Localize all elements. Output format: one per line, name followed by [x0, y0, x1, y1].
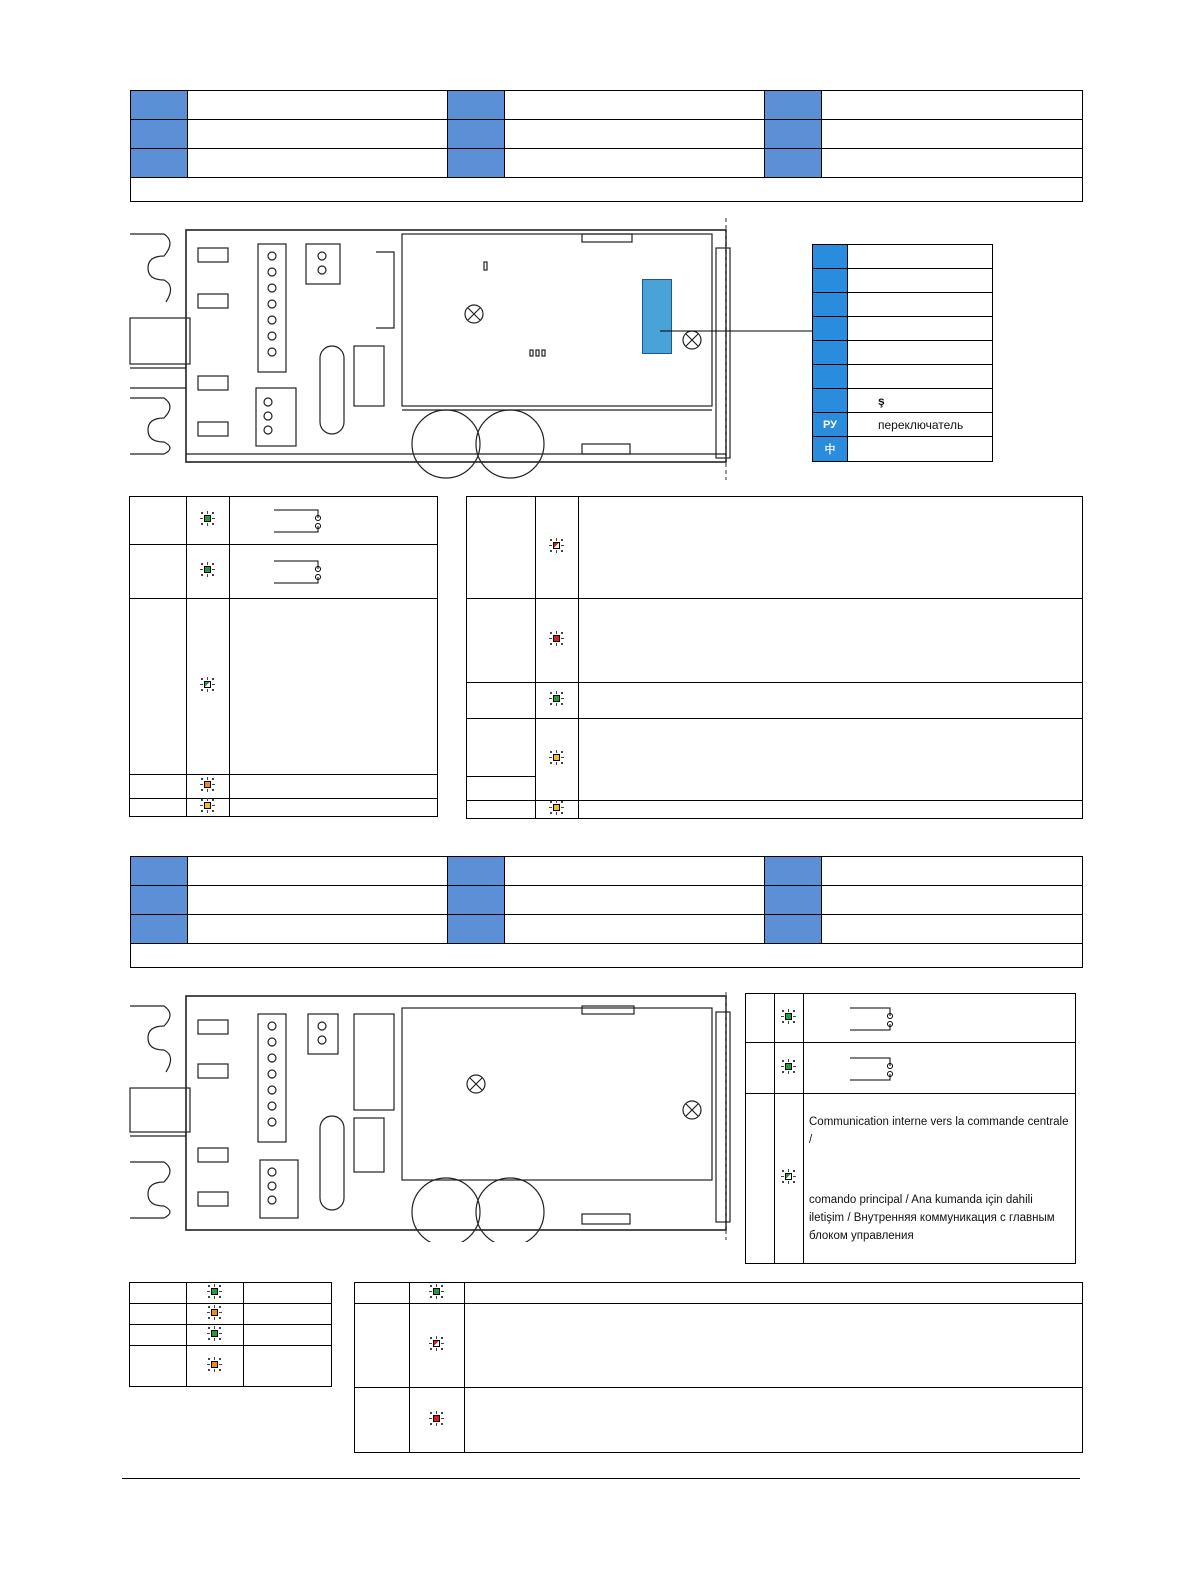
led-red-icon	[551, 633, 563, 645]
language-row: ş	[813, 389, 992, 413]
language-row	[813, 365, 992, 389]
language-row	[813, 269, 992, 293]
led-yellow-icon	[551, 752, 563, 764]
relay-contact-icon	[272, 555, 332, 585]
led-green-blink-icon	[202, 679, 214, 691]
footer-rule	[122, 1478, 1080, 1479]
header-row	[131, 120, 1082, 149]
led-green-icon	[431, 1286, 443, 1298]
led-green-icon	[783, 1061, 795, 1073]
relay-contact-icon	[272, 504, 332, 534]
led-orange-icon	[209, 1307, 221, 1319]
led-table-1-left	[129, 496, 438, 817]
relay-contact-icon	[848, 1002, 908, 1032]
led-table-2-right	[354, 1282, 1083, 1453]
header-row	[131, 886, 1082, 915]
header-grid-2	[130, 856, 1083, 968]
header-footer-row	[131, 178, 1082, 201]
language-row: 中	[813, 437, 992, 461]
header-row	[131, 149, 1082, 178]
led-orange-icon	[209, 1359, 221, 1371]
dip-switch-leader-line	[660, 326, 814, 336]
led-table-2-comm	[745, 993, 1076, 1264]
led-table-2-left	[129, 1282, 332, 1387]
led-green-icon	[209, 1328, 221, 1340]
led-green-icon	[202, 513, 214, 525]
header-footer-row	[131, 944, 1082, 967]
language-row: РУ переключатель	[813, 413, 992, 437]
language-row	[813, 245, 992, 269]
led-green-icon	[202, 564, 214, 576]
led-table-1-right	[466, 496, 1083, 819]
led-red-blink-icon	[551, 540, 563, 552]
device-drawing-2	[126, 992, 734, 1242]
language-row	[813, 341, 992, 365]
led-orange-icon	[202, 779, 214, 791]
led-green-blink-icon	[783, 1171, 795, 1183]
led-green-icon	[209, 1286, 221, 1298]
language-legend	[812, 244, 993, 462]
led-green-icon	[783, 1011, 795, 1023]
led-green-icon	[551, 693, 563, 705]
led-yellow-icon	[202, 800, 214, 812]
language-row	[813, 293, 992, 317]
dip-switch-icon[interactable]	[642, 279, 672, 354]
header-row	[131, 915, 1082, 944]
comm-description-line-1: Communication interne vers la commande centrale /	[809, 1115, 1069, 1146]
led-red-blink-icon	[431, 1338, 443, 1350]
language-row	[813, 317, 992, 341]
header-row	[131, 91, 1082, 120]
relay-contact-icon	[848, 1052, 908, 1082]
header-row	[131, 857, 1082, 886]
header-grid-1	[130, 90, 1083, 202]
comm-description-line-2: comando principal / Ana kumanda için dahili iletişim / Внутренняя коммуникация с главным блоком управления	[809, 1193, 1055, 1242]
led-red-icon	[431, 1413, 443, 1425]
led-yellow-icon	[551, 802, 563, 814]
